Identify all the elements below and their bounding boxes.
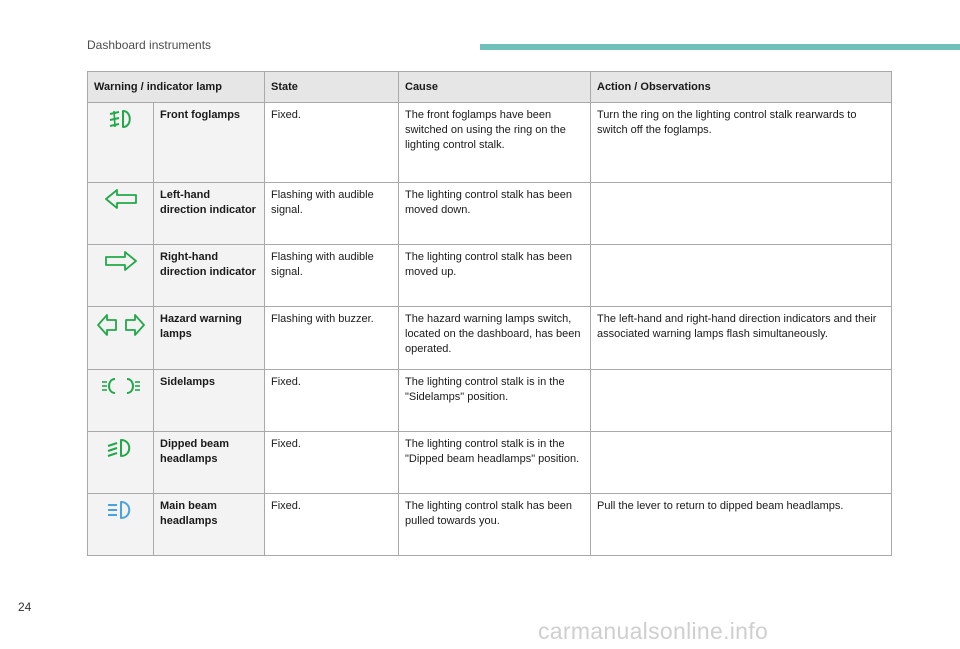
column-header-state: State <box>265 72 399 103</box>
table-row <box>88 432 892 494</box>
lamp-cause: The lighting control stalk has been moved down. <box>399 183 591 245</box>
warning-lamps-table <box>87 71 892 556</box>
lamp-name: Sidelamps <box>154 370 265 432</box>
lamp-name: Dipped beam headlamps <box>154 432 265 494</box>
table-header-row <box>88 72 892 103</box>
lamp-name: Front foglamps <box>154 103 265 183</box>
lamp-action <box>591 370 892 432</box>
watermark: carmanualsonline.info <box>538 618 769 644</box>
lamp-icon-cell <box>88 494 154 556</box>
lamp-state: Fixed. <box>265 432 399 494</box>
lamp-state: Flashing with audible signal. <box>265 183 399 245</box>
column-header-cause: Cause <box>399 72 591 103</box>
table-row <box>88 245 892 307</box>
lamp-icon-cell <box>88 183 154 245</box>
left-arrow-icon <box>104 188 138 210</box>
table-row <box>88 307 892 370</box>
lamp-name: Main beam headlamps <box>154 494 265 556</box>
sidelamps-icon <box>101 375 141 397</box>
lamp-icon-cell <box>88 103 154 183</box>
lamp-state: Fixed. <box>265 370 399 432</box>
lamp-cause: The lighting control stalk is in the "Sidelamps" position. <box>399 370 591 432</box>
lamp-cause: The lighting control stalk has been pulled towards you. <box>399 494 591 556</box>
lamp-icon-cell <box>88 370 154 432</box>
lamp-state: Flashing with audible signal. <box>265 245 399 307</box>
lamp-action <box>591 245 892 307</box>
lamp-action <box>591 432 892 494</box>
section-title: Dashboard instruments <box>87 38 212 52</box>
table-row <box>88 494 892 556</box>
lamp-state: Flashing with buzzer. <box>265 307 399 370</box>
front-foglamps-icon <box>106 108 136 130</box>
lamp-icon-cell <box>88 245 154 307</box>
page-number: 24 <box>18 600 32 614</box>
column-header-lamp: Warning / indicator lamp <box>88 72 265 103</box>
hazard-arrows-icon <box>96 312 146 338</box>
header-accent-bar <box>480 44 960 50</box>
table-row <box>88 183 892 245</box>
lamp-action <box>591 183 892 245</box>
main-beam-icon <box>105 499 137 521</box>
right-arrow-icon <box>104 250 138 272</box>
lamp-name: Hazard warning lamps <box>154 307 265 370</box>
lamp-cause: The lighting control stalk has been moved up. <box>399 245 591 307</box>
dipped-beam-icon <box>105 437 137 459</box>
lamp-cause: The hazard warning lamps switch, located on the dashboard, has been operated. <box>399 307 591 370</box>
lamp-name: Right-hand direction indicator <box>154 245 265 307</box>
table-row <box>88 370 892 432</box>
lamp-cause: The front foglamps have been switched on using the ring on the lighting control stalk. <box>399 103 591 183</box>
lamp-cause: The lighting control stalk is in the "Dipped beam headlamps" position. <box>399 432 591 494</box>
table-row <box>88 103 892 183</box>
column-header-action: Action / Observations <box>591 72 892 103</box>
lamp-icon-cell <box>88 307 154 370</box>
lamp-state: Fixed. <box>265 103 399 183</box>
lamp-action: Pull the lever to return to dipped beam headlamps. <box>591 494 892 556</box>
lamp-action: The left-hand and right-hand direction indicators and their associated warning lamps flash simultaneously. <box>591 307 892 370</box>
lamp-state: Fixed. <box>265 494 399 556</box>
lamp-name: Left-hand direction indicator <box>154 183 265 245</box>
lamp-icon-cell <box>88 432 154 494</box>
lamp-action: Turn the ring on the lighting control stalk rearwards to switch off the foglamps. <box>591 103 892 183</box>
